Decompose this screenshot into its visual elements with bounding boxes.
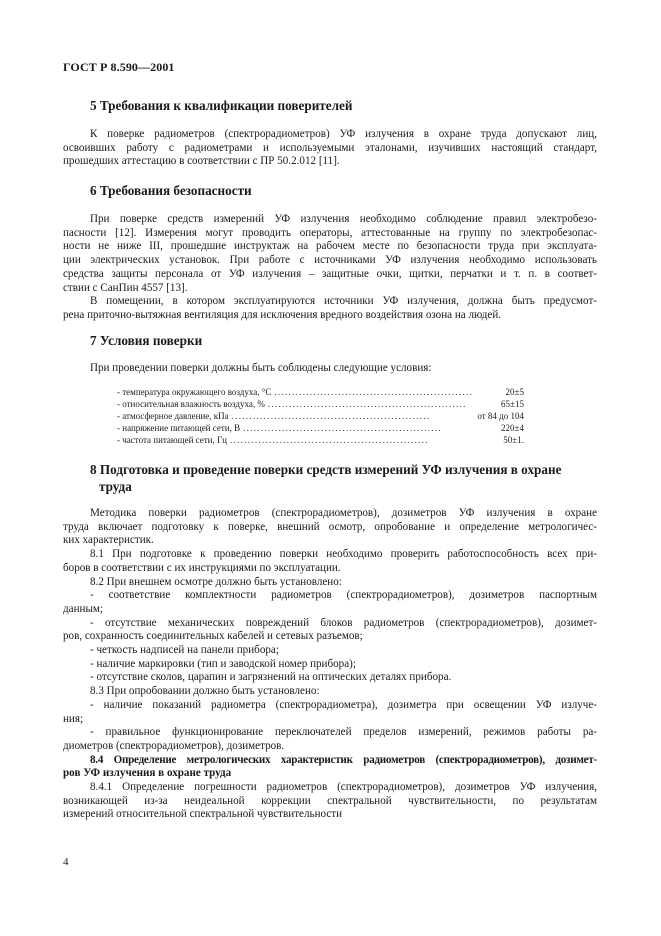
condition-row xyxy=(117,410,524,422)
text-line: боров в соответствии с их инструкциями по эксплуатации. xyxy=(63,561,341,574)
condition-label: - частота питающей сети, Гц xyxy=(117,435,227,445)
text-line: средства защиты персонала от УФ излучения – защитные очки, щитки, перчатки и т. п. в соответ- xyxy=(63,267,597,280)
condition-row xyxy=(117,386,524,398)
leader-dots: ........................................................ xyxy=(231,411,431,421)
text-line: 8.1 При подготовке к проведению поверки необходимо проверить работоспособность всех при- xyxy=(90,548,597,561)
text-line: К поверке радиометров (спектрорадиометров) УФ излучения в охране труда допускают лиц, xyxy=(90,128,597,140)
section-6-text xyxy=(63,213,597,323)
text-line: рена приточно-вытяжная вентиляция для исключения вредного воздействия озона на людей. xyxy=(63,308,502,321)
text-line: ности не ниже III, прошедшие инструктаж на рабочем месте по безопасности труда при эксплуата- xyxy=(63,240,597,253)
text-line: - четкость надписей на панели прибора; xyxy=(90,644,279,657)
text-line: - отсутствие сколов, царапин и загрязнений на оптических деталях прибора. xyxy=(90,671,452,684)
section-5-text xyxy=(63,128,597,169)
text-line: возникающей из-за неидеальной коррекции спектральной чувствительности, по результатам xyxy=(63,794,597,807)
text-line: труда включает подготовку к поверке, внешний осмотр, опробование и определение метрологичес- xyxy=(63,520,597,533)
section-8-title: 8 Подготовка и проведение поверки средств измерений УФ излучения в охране xyxy=(90,462,562,477)
condition-value: 50±1. xyxy=(503,435,524,445)
text-line: При поверке средств измерений УФ излучения необходимо соблюдение правил электробезо- xyxy=(90,213,597,225)
text-line: 8.3 При опробовании должно быть установлено: xyxy=(90,685,320,698)
condition-value: от 84 до 104 xyxy=(477,411,524,421)
condition-row xyxy=(117,422,524,434)
text-line: Методика поверки радиометров (спектрорадиометров), дозиметров УФ излучения в охране xyxy=(90,507,597,519)
text-line: ния; xyxy=(63,712,84,725)
section-8-text xyxy=(63,507,597,822)
leader-dots: ........................................................ xyxy=(243,423,442,433)
section-7-title: 7 Условия поверки xyxy=(90,333,203,348)
leader-dots: ........................................................ xyxy=(267,399,467,409)
condition-value: 220±4 xyxy=(501,423,524,433)
text-line: ции электрических установок. При работе с источниками УФ излучения необходимо использовать xyxy=(63,254,597,267)
page-number: 4 xyxy=(63,856,69,868)
standard-header: ГОСТ Р 8.590—2001 xyxy=(63,60,175,74)
text-line: диометров (спектрорадиометров), дозиметров. xyxy=(63,739,285,752)
condition-label: - напряжение питающей сети, В xyxy=(117,423,241,433)
text-line: освоивших работу с радиометрами и используемыми эталонами, изучивших настоящий стандарт, xyxy=(63,141,597,154)
leader-dots: ........................................................ xyxy=(274,387,474,397)
section-5-title: 5 Требования к квалификации поверителей xyxy=(90,98,353,113)
leader-dots: ........................................................ xyxy=(230,435,429,445)
text-line: 8.2 При внешнем осмотре должно быть установлено: xyxy=(90,575,342,588)
section-6-title: 6 Требования безопасности xyxy=(90,183,252,198)
text-line: пасности [12]. Измерения могут проводить операторы, аттестованные на группу по электробезопас- xyxy=(63,226,597,239)
text-line: - отсутствие механических повреждений блоков радиометров (спектрорадиометров), дозимет- xyxy=(90,616,597,629)
text-line: ких характеристик. xyxy=(63,534,154,547)
condition-row xyxy=(117,434,524,446)
text-line: данным; xyxy=(63,602,103,615)
text-line: - наличие маркировки (тип и заводской номер прибора); xyxy=(90,657,356,670)
text-line: - наличие показаний радиометра (спектрорадиометра), дозиметра при освещении УФ излуче- xyxy=(90,698,597,711)
text-line: ствии с СанПин 4557 [13]. xyxy=(63,281,188,294)
text-line: В помещении, в котором эксплуатируются источники УФ излучения, должна быть предусмот- xyxy=(90,295,597,308)
conditions-list xyxy=(117,386,524,446)
condition-label: - температура окружающего воздуха, °С xyxy=(117,387,272,397)
condition-row xyxy=(117,398,524,410)
text-line: 8.4.1 Определение погрешности радиометров (спектрорадиометров), дозиметров УФ излучения, xyxy=(90,781,597,794)
text-line: При проведении поверки должны быть соблюдены следующие условия: xyxy=(90,362,432,374)
section-7-intro xyxy=(90,362,597,376)
condition-label: - относительная влажность воздуха, % xyxy=(117,399,265,409)
text-line: измерений относительной спектральной чувствительности xyxy=(63,808,343,821)
condition-value: 65±15 xyxy=(501,399,524,409)
subsection-heading: 8.4 Определение метрологических характеристик радиометров (спектрорадиометров), дозимет- xyxy=(90,753,597,766)
subsection-heading-cont: ров УФ излучения в охране труда xyxy=(63,767,232,780)
text-line: - правильное функционирование переключателей пределов измерений, режимов работы ра- xyxy=(90,726,597,739)
text-line: прошедших аттестацию в соответствии с ПР 50.2.012 [11]. xyxy=(63,155,340,168)
condition-value: 20±5 xyxy=(505,387,524,397)
text-line: ров, сохранность соединительных кабелей и сетевых разъемов; xyxy=(63,630,363,643)
section-8-title-cont: труда xyxy=(99,479,132,494)
text-line: - соответствие комплектности радиометров (спектрорадиометров), дозиметров паспортным xyxy=(90,589,597,602)
condition-label: - атмосферное давление, кПа xyxy=(117,411,229,421)
